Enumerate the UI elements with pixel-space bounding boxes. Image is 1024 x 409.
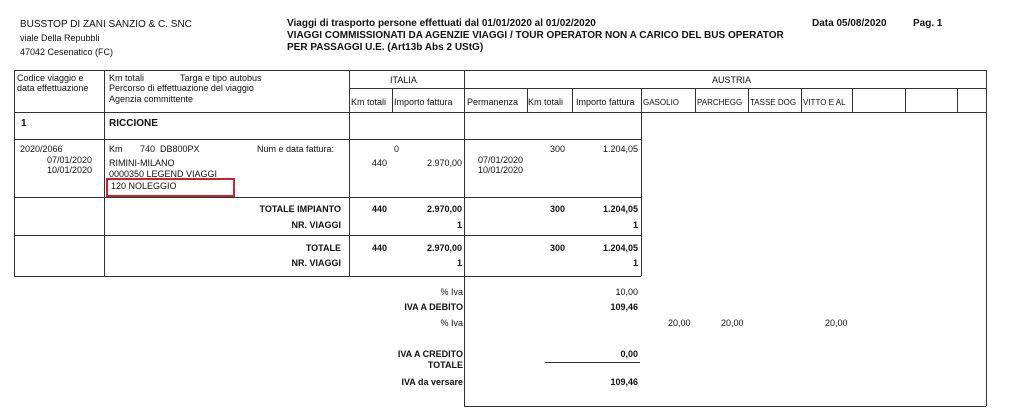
grid-line bbox=[852, 88, 853, 112]
trip-agency: 0000350 LEGEND VIAGGI bbox=[109, 169, 218, 179]
grid-line bbox=[104, 70, 105, 276]
report-title-line2: VIAGGI COMMISSIONATI DA AGENZIE VIAGGI / TOUR OPERATOR NON A CARICO DEL BUS OPERATOR bbox=[287, 30, 784, 41]
trip-it-importo: 2.970,00 bbox=[426, 158, 462, 168]
header-it-km: Km totali bbox=[351, 97, 387, 107]
trip-km-targa: Km 740 DB800PX bbox=[109, 144, 200, 154]
grid-line bbox=[464, 70, 465, 406]
iva-pct2-vitto: 20,00 bbox=[825, 318, 848, 328]
nr-viaggi-label: NR. VIAGGI bbox=[291, 220, 341, 230]
iva-totale-label: TOTALE bbox=[427, 360, 463, 370]
trip-it-km: 440 bbox=[372, 158, 388, 168]
grid-line bbox=[464, 406, 986, 407]
trip-type: 120 NOLEGGIO bbox=[111, 181, 177, 191]
trip-at-date-start: 07/01/2020 bbox=[478, 155, 524, 165]
iva-pct-label: % Iva bbox=[440, 287, 463, 297]
grid-line bbox=[695, 88, 696, 112]
company-street: viale Della Repubbli bbox=[20, 33, 100, 43]
iva-credito-label: IVA A CREDITO bbox=[397, 349, 463, 359]
totale-label: TOTALE bbox=[305, 243, 341, 253]
invoice-number: 0 bbox=[394, 144, 400, 154]
grid-line bbox=[748, 88, 749, 112]
grid-line bbox=[349, 88, 986, 89]
header-at-vitto: VITTO E AL bbox=[803, 98, 846, 107]
grid-line bbox=[14, 139, 641, 140]
grid-line bbox=[572, 88, 573, 112]
totale-it-importo: 2.970,00 bbox=[426, 243, 462, 253]
trip-code: 2020/2066 bbox=[20, 144, 63, 154]
grid-line bbox=[349, 70, 350, 276]
header-it-importo: Importo fattura bbox=[394, 97, 453, 107]
header-italia: ITALIA bbox=[390, 75, 417, 85]
iva-debito-value: 109,46 bbox=[610, 302, 638, 312]
group-name: RICCIONE bbox=[109, 118, 158, 129]
tot-impianto-at-km: 300 bbox=[550, 204, 566, 214]
totale-nr-viaggi-label: NR. VIAGGI bbox=[291, 258, 341, 268]
iva-pct2-parcheggi: 20,00 bbox=[721, 318, 744, 328]
company-city: 47042 Cesenatico (FC) bbox=[20, 47, 114, 57]
trip-date-end: 10/01/2020 bbox=[47, 165, 93, 175]
trip-at-importo: 1.204,05 bbox=[602, 144, 638, 154]
header-at-gasolio: GASOLIO bbox=[643, 98, 680, 107]
grid-line bbox=[957, 88, 958, 112]
tot-impianto-at-importo: 1.204,05 bbox=[602, 204, 638, 214]
tot-impianto-it-importo: 2.970,00 bbox=[426, 204, 462, 214]
totale-it-nr: 1 bbox=[456, 258, 462, 268]
trip-at-date-end: 10/01/2020 bbox=[478, 165, 524, 175]
report-date: Data 05/08/2020 bbox=[812, 18, 887, 29]
grid-line bbox=[986, 70, 987, 406]
iva-credito-value: 0,00 bbox=[620, 349, 638, 359]
totale-at-nr: 1 bbox=[632, 258, 638, 268]
iva-versare-value: 109,46 bbox=[610, 377, 638, 387]
tot-impianto-at-nr: 1 bbox=[632, 220, 638, 230]
iva-pct2-gasolio: 20,00 bbox=[668, 318, 691, 328]
iva-versare-label: IVA da versare bbox=[401, 377, 463, 387]
header-km: Km totali bbox=[109, 73, 145, 83]
header-percorso: Percorso di effettuazione del viaggio bbox=[109, 83, 254, 93]
grid-line bbox=[14, 112, 986, 113]
totale-it-km: 440 bbox=[372, 243, 388, 253]
tot-impianto-it-nr: 1 bbox=[456, 220, 462, 230]
report-title-line3: PER PASSAGGI U.E. (Art13b Abs 2 UStG) bbox=[287, 42, 484, 53]
header-codice: Codice viaggio e bbox=[17, 73, 84, 83]
total-underline bbox=[545, 362, 640, 363]
grid-line bbox=[14, 235, 641, 236]
header-targa: Targa e tipo autobus bbox=[180, 73, 262, 83]
header-data: data effettuazione bbox=[17, 83, 89, 93]
iva-pct2-label: % Iva bbox=[440, 318, 463, 328]
grid-line bbox=[14, 70, 15, 276]
invoice-label: Num e data fattura: bbox=[257, 144, 335, 154]
grid-line bbox=[14, 197, 641, 198]
header-at-km: Km totali bbox=[528, 97, 564, 107]
header-agenzia: Agenzia committente bbox=[109, 94, 194, 104]
header-at-importo: Importo fattura bbox=[576, 97, 635, 107]
company-name: BUSSTOP DI ZANI SANZIO & C. SNC bbox=[20, 19, 192, 30]
grid-line bbox=[392, 88, 393, 112]
trip-route: RIMINI-MILANO bbox=[109, 158, 175, 168]
grid-line bbox=[905, 88, 906, 112]
header-austria: AUSTRIA bbox=[712, 75, 752, 85]
totale-impianto-label: TOTALE IMPIANTO bbox=[259, 204, 341, 214]
highlight-box bbox=[106, 178, 235, 197]
trip-date-start: 07/01/2020 bbox=[47, 155, 93, 165]
grid-line bbox=[801, 88, 802, 112]
group-number: 1 bbox=[21, 118, 27, 129]
tot-impianto-it-km: 440 bbox=[372, 204, 388, 214]
trip-at-km: 300 bbox=[550, 144, 566, 154]
iva-debito-label: IVA A DEBITO bbox=[404, 302, 463, 312]
header-at-permanenza: Permanenza bbox=[467, 97, 519, 107]
totale-at-importo: 1.204,05 bbox=[602, 243, 638, 253]
grid-line bbox=[14, 70, 986, 71]
grid-line bbox=[14, 276, 641, 277]
grid-line bbox=[641, 88, 642, 276]
header-at-tasse: TASSE DOG bbox=[750, 98, 797, 107]
page-number: Pag. 1 bbox=[913, 18, 943, 29]
iva-pct-value: 10,00 bbox=[615, 287, 638, 297]
totale-at-km: 300 bbox=[550, 243, 566, 253]
header-at-parcheggi: PARCHEGG bbox=[697, 98, 743, 107]
report-title-line1: Viaggi di trasporto persone effettuati dal 01/01/2020 al 01/02/2020 bbox=[287, 18, 596, 29]
